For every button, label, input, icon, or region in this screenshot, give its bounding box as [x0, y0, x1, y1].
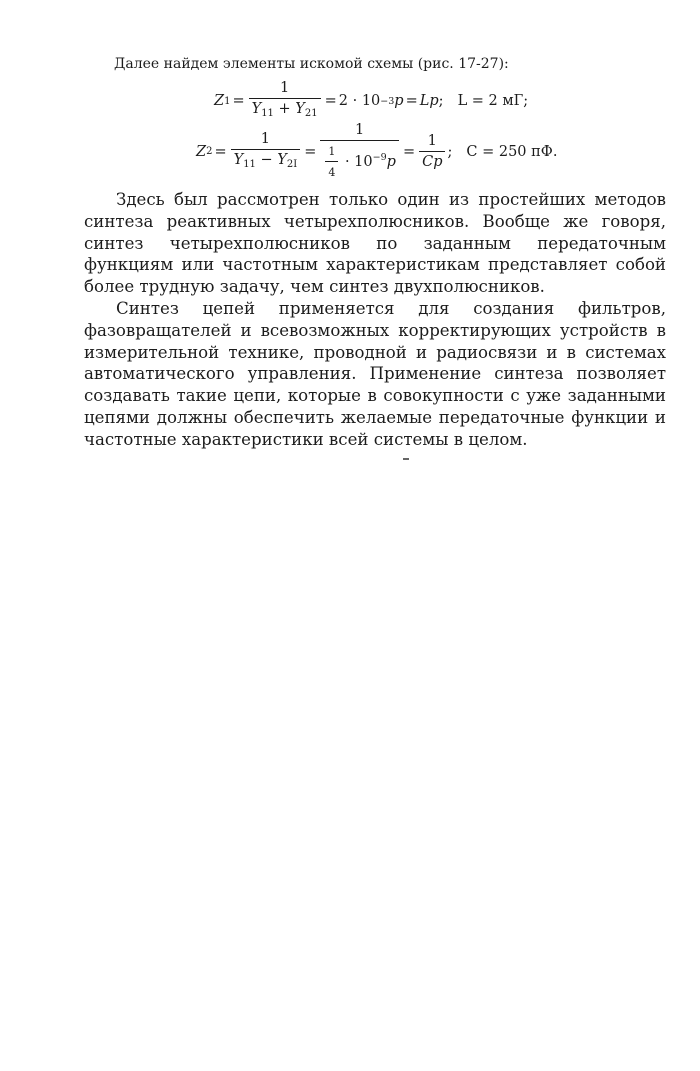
- fraction-denominator: [320, 140, 399, 181]
- y-symbol: Y: [277, 151, 287, 168]
- z2-fraction-admittance: [231, 131, 301, 173]
- formula-z1: [214, 80, 528, 122]
- fraction-numerator: 1: [427, 132, 437, 149]
- z1-semicolon: ;: [438, 93, 444, 109]
- paragraph-synthesis-methods: Здесь был рассмотрен только один из простейших методов синтеза реактивных четырехполюсников. Вообще же говоря, синтез четырехполюсников по заданным передаточным функциям или частотным характеристикам представляет собой более трудную задачу, чем синтез двухполюсников.: [84, 190, 666, 297]
- z1-fraction-denominator: [249, 98, 321, 122]
- operator: +: [278, 101, 291, 117]
- y-symbol: Y: [295, 101, 305, 117]
- equals-sign: =: [232, 93, 245, 109]
- y-symbol: Y: [251, 101, 262, 117]
- equals-sign: =: [405, 93, 418, 109]
- body-text: [84, 189, 666, 451]
- fraction-numerator: 1: [260, 130, 271, 147]
- quarter-denominator: 4: [325, 161, 338, 181]
- z1-fraction-numerator: 1: [279, 80, 290, 96]
- paragraph-synthesis-applications: Синтез цепей применяется для создания фильтров, фазовращателей и всевозможных корректирующих устройств в измерительной технике, проводной и радиосвязи и в системах автоматического управления. Применение синтеза позволяет создавать такие цепи, которые в совокупности с уже заданными цепями должны обеспечить желаемые передаточные функции и частотные характеристики всей системы в целом.: [84, 298, 666, 449]
- z2-subscript: 2: [206, 146, 213, 157]
- intro-line: Далее найдем элементы искомой схемы (рис. 17-27):: [114, 56, 509, 72]
- operator: −: [260, 151, 273, 168]
- z1-symbol: Z: [214, 93, 225, 109]
- z1-subscript: 1: [224, 95, 231, 107]
- y-subscript: 11: [243, 158, 256, 170]
- z1-fraction: [249, 80, 321, 122]
- z2-semicolon: ;: [447, 143, 453, 160]
- z1-value-var: p: [394, 93, 404, 109]
- capacitance-result: C = 250 пФ.: [466, 143, 558, 160]
- z1-value-exponent: −3: [380, 95, 395, 107]
- y-subscript: 2I: [286, 158, 298, 170]
- formula-z2: [196, 122, 557, 181]
- y-symbol: Y: [233, 151, 244, 168]
- y-subscript: 11: [261, 108, 274, 119]
- equals-sign: =: [304, 143, 317, 160]
- fraction-numerator: 1: [355, 122, 365, 138]
- p-symbol: p: [386, 154, 396, 170]
- equals-sign: =: [402, 143, 416, 160]
- z2-fraction-numeric: [320, 122, 399, 181]
- y-subscript: 21: [304, 108, 318, 119]
- z2-symbol: Z: [196, 143, 207, 160]
- equals-sign: =: [324, 93, 337, 109]
- fraction-denominator: Cp: [419, 151, 445, 171]
- equals-sign: =: [214, 143, 227, 160]
- z2-fraction-capacitive: [419, 133, 445, 171]
- power-of-ten: · 10: [344, 154, 373, 170]
- quarter-numerator: 1: [328, 145, 336, 158]
- inductance-result: L = 2 мГ;: [457, 93, 529, 109]
- exponent: −9: [372, 152, 387, 163]
- z1-value: 2 · 10: [338, 93, 381, 109]
- z1-lp: Lp: [419, 93, 439, 109]
- page-mark: [403, 458, 409, 460]
- fraction-denominator: [231, 149, 301, 173]
- quarter-fraction: [325, 143, 338, 181]
